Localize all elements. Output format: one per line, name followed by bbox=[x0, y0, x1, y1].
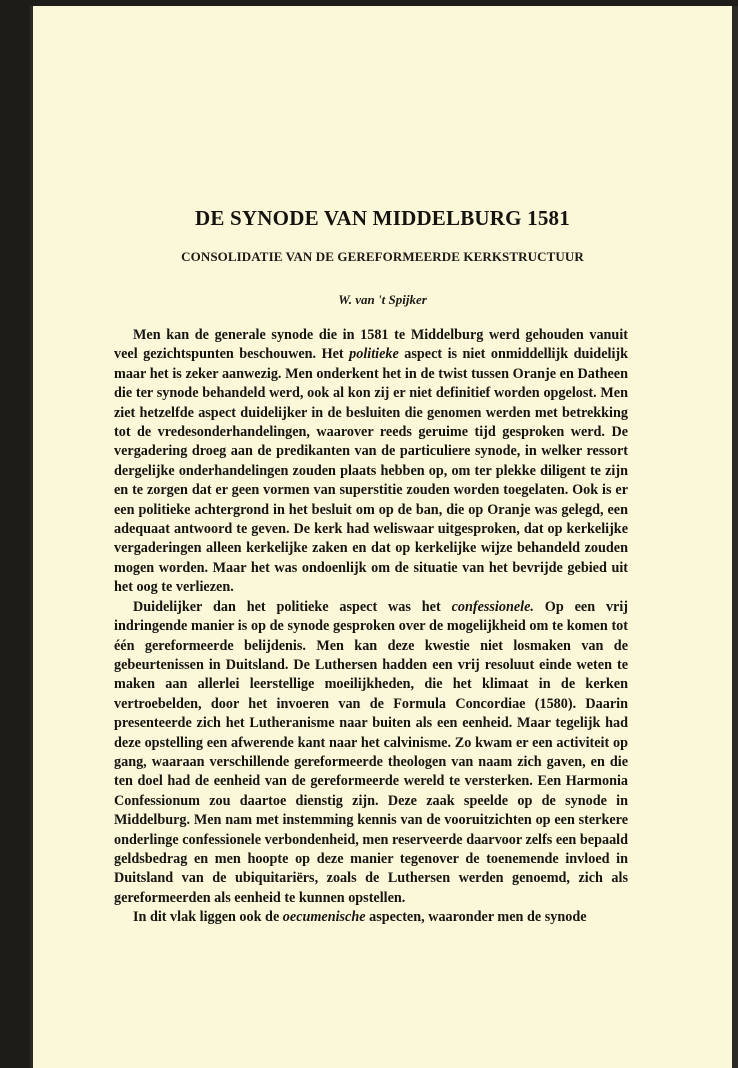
paragraph-2-emphasis: confessionele. bbox=[451, 598, 534, 615]
paragraph-3-emphasis: oecumenische bbox=[282, 909, 366, 926]
paragraph-1-text-a: Men kan de generale synode die in 1581 te Middelburg werd gehouden vanuit veel gezichtspunten beschouwen. Het bbox=[114, 327, 628, 363]
paragraph-1-emphasis: politieke bbox=[349, 346, 399, 363]
paragraph-3-text-a: In dit vlak liggen ook de bbox=[133, 909, 283, 926]
paragraph-2-text-b: Op een vrij indringende manier is op de synode gesproken over de mogelijkheid om te komen tot één gereformeerde belijdenis. Men kan deze kwestie niet losmaken van de gebeurtenissen in Duitsland. De Luthersen hadden een vrij resoluut einde weten te maken aan allerlei leerstellige moeilijkheden, die het klimaat in de kerken vertroebelden, door het invoeren van de Formula Concordiae (1580). Daarin presenteerde zich het Lutheranisme naar buiten als een eenheid. Maar tegelijk had deze opstelling een afwerende kant naar het calvinisme. Zo kwam er een activiteit op gang, waaraan verschillende gereformeerde theologen van naam zich gaven, en die ten doel had de eenheid van de gereformeerde wereld te versterken. Een Harmonia Confessionum zou daartoe dienstig zijn. Deze zaak speelde op de synode in Middelburg. Men nam met instemming kennis van de vooruitzichten op een sterkere onderlinge confessionele verbondenheid, men reserveerde daarvoor zelfs een bepaald geldsbedrag en men hoopte op deze manier tegenover de toenemende invloed in Duitsland van de ubiquitariërs, zoals de Luthersen werden genoemd, zich als gereformeerden als eenheid te kunnen opstellen. bbox=[114, 598, 629, 906]
page-subtitle: CONSOLIDATIE VAN DE GEREFORMEERDE KERKSTRUCTUUR bbox=[181, 249, 584, 264]
article-body bbox=[114, 326, 628, 928]
paragraph-2 bbox=[114, 598, 628, 909]
page-title: DE SYNODE VAN MIDDELBURG 1581 bbox=[195, 206, 570, 230]
paragraph-3-text-b: aspecten, waaronder men de synode bbox=[365, 909, 587, 926]
paragraph-1-text-b: aspect is niet onmiddellijk duidelijk maar het is zeker aanwezig. Men onderkent het in de twist tussen Oranje en Datheen die ter synode behandeld werd, ook al kon zij er niet definitief worden opgelost. Men ziet hetzelfde aspect duidelijker in de besluiten die genomen werden met betrekking tot de vredesonderhandelingen, waarover reeds geruime tijd gesproken werd. De vergadering droeg aan de predikanten van de particuliere synode, in welker ressort dergelijke onderhandelingen zouden plaats hebben op, om ter plekke diligent te zijn en te zorgen dat er geen vormen van superstitie zouden worden toegelaten. Ook is er een politieke achtergrond in het besluit om op de ban, die op Oranje was gelegd, een adequaat antwoord te geven. De kerk had weliswaar uitgesproken, dat op kerkelijke vergaderingen alleen kerkelijke zaken en dat op kerkelijke wijze behandeld zouden mogen worden. Maar het was ondoenlijk om de situatie van het bevrijde gebied uit het oog te verliezen. bbox=[114, 346, 628, 596]
paragraph-2-text-a: Duidelijker dan het politieke aspect was het bbox=[133, 598, 452, 615]
paragraph-1 bbox=[114, 326, 628, 598]
paragraph-3 bbox=[114, 908, 628, 927]
scan-border-left bbox=[0, 0, 30, 1068]
author-line: W. van 't Spijker bbox=[338, 292, 427, 307]
document-page bbox=[33, 6, 732, 1068]
